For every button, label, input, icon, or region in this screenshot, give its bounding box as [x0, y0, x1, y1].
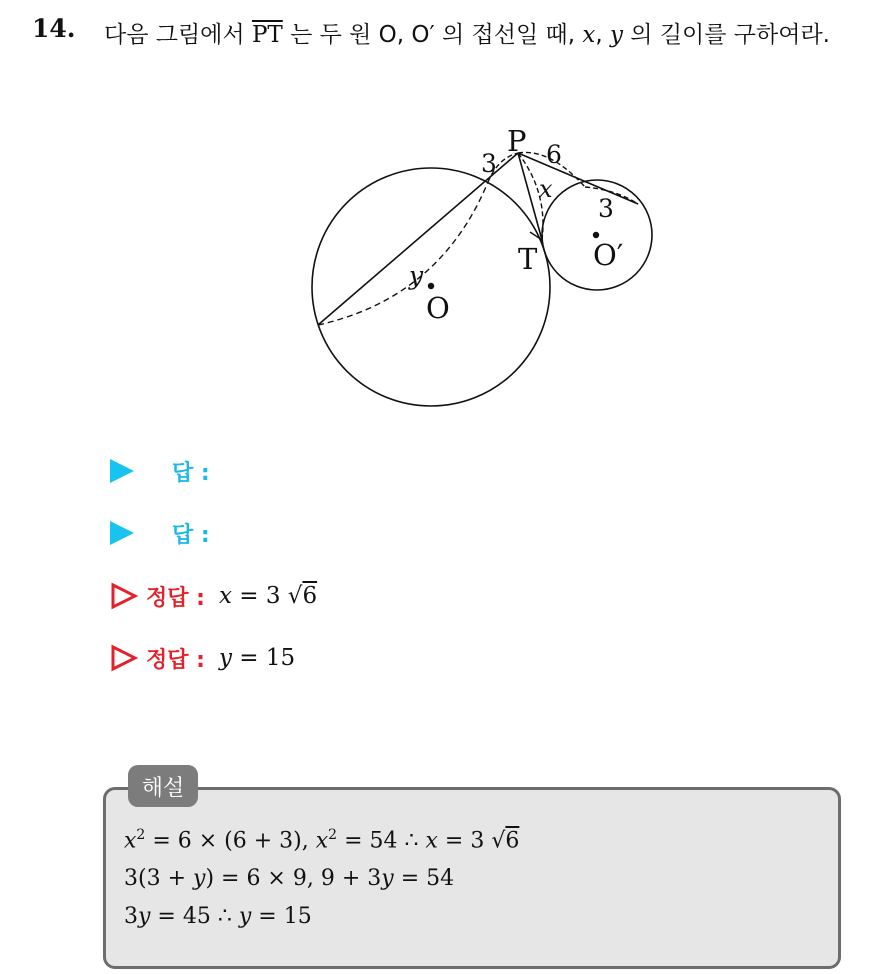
center-o-dot — [428, 283, 434, 289]
correct-label: 정답 : — [146, 585, 205, 611]
secant-line-o — [318, 153, 518, 325]
answer-marker-icon — [110, 521, 134, 545]
answer-label: 답 : — [172, 522, 210, 548]
sol1-root-arg: 6 — [505, 828, 520, 854]
label-o-prime: O′ — [593, 238, 624, 272]
sol3-y: y — [138, 904, 151, 929]
sol3-e: = 15 — [251, 904, 312, 929]
label-o: O — [426, 291, 450, 325]
label-p: P — [507, 124, 527, 158]
question-text-before: 다음 그림에서 — [104, 22, 252, 48]
correct-eq: = 15 — [231, 645, 296, 671]
question-number: 14. — [32, 14, 76, 43]
root-arg: 6 — [302, 583, 318, 609]
solution-line-2 — [124, 866, 454, 891]
sol1-sup2: 2 — [328, 827, 338, 843]
sol2-y2: y — [381, 866, 394, 891]
answer-label: 답 : — [172, 460, 210, 486]
solution-tab: 해설 — [128, 765, 198, 807]
label-three-right: 3 — [598, 194, 614, 223]
solution-line-1 — [124, 827, 519, 853]
sol1-expr: = 6 × (6 + 3), — [145, 828, 316, 854]
sol2-c: ) = 6 × 9, 9 + 3 — [205, 866, 382, 891]
sol2-e: = 54 — [393, 866, 455, 891]
question-text-end: 의 길이를 구하여라. — [622, 22, 830, 48]
label-three-left: 3 — [481, 149, 497, 178]
sol1-expr2: = 54 ∴ — [337, 828, 426, 854]
question-var-y: y — [609, 22, 623, 48]
sol1-x: x — [124, 828, 137, 854]
sol3-y2: y — [238, 904, 252, 929]
correct-var: y — [218, 645, 232, 671]
correct-marker-icon — [110, 644, 138, 672]
sol1-root-sign: √ — [491, 828, 506, 854]
correct-value — [219, 645, 295, 671]
label-y: y — [409, 261, 424, 290]
correct-eq: = 3 — [231, 583, 288, 609]
sol1-expr3: = 3 — [437, 828, 492, 854]
secant-line-o-prime — [518, 153, 638, 204]
sol1-sup: 2 — [136, 827, 146, 843]
root-sign: √ — [287, 583, 303, 609]
segment-pt: $\overline{PT}$ — [251, 22, 283, 48]
question-text-after: 는 두 원 O, O′ 의 접선일 때, — [282, 22, 583, 48]
geometry-figure — [0, 0, 884, 440]
sol1-x2: x — [315, 828, 329, 854]
sol2-y: y — [193, 866, 206, 891]
sol1-x3: x — [425, 828, 438, 854]
sol2-a: 3(3 + — [124, 866, 193, 891]
label-x: x — [539, 175, 553, 203]
correct-value — [219, 583, 317, 609]
answer-row-1 — [110, 451, 224, 491]
question-comma: , — [595, 22, 610, 48]
label-six: 6 — [546, 140, 562, 169]
sol3-c: = 45 ∴ — [150, 904, 239, 929]
correct-label: 정답 : — [146, 647, 205, 673]
solution-line-3 — [124, 904, 312, 929]
correct-var: x — [218, 583, 232, 609]
answer-row-2 — [110, 513, 224, 553]
sol3-a: 3 — [124, 904, 138, 929]
question-var-x: x — [582, 22, 596, 48]
correct-marker-icon — [110, 582, 138, 610]
correct-row-2 — [110, 638, 295, 678]
correct-row-1 — [110, 576, 317, 616]
answer-marker-icon — [110, 459, 134, 483]
label-t: T — [518, 242, 538, 276]
